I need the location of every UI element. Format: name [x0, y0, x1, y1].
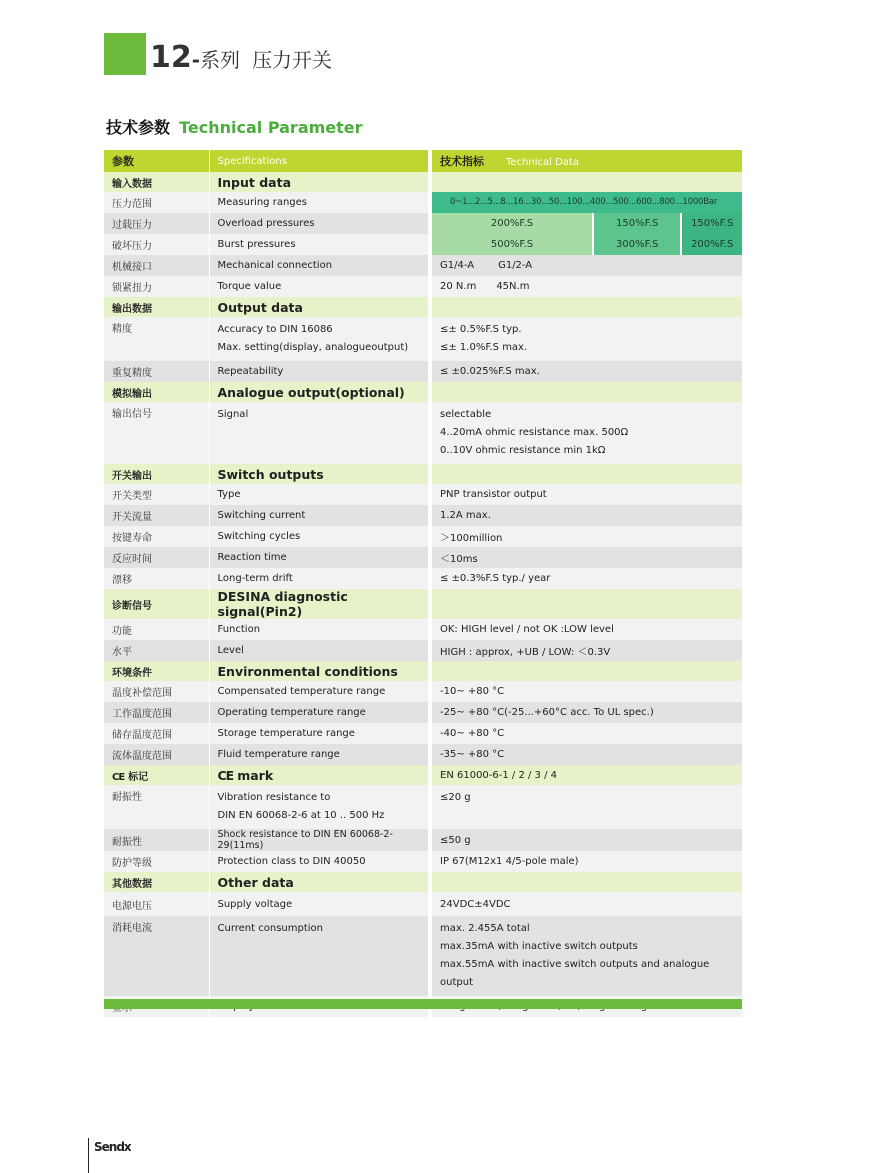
table-row [104, 744, 742, 765]
row-label-cn: 过载压力 [104, 213, 209, 234]
row-value [430, 916, 742, 996]
row-value: 24VDC±4VDC [430, 892, 742, 916]
row-label-cn: 流体温度范围 [104, 744, 209, 765]
row-label-en: Function [209, 619, 430, 640]
section-cn: 其他数据 [104, 872, 209, 892]
row-value [430, 402, 742, 464]
table-row [104, 213, 742, 234]
table-row [104, 640, 742, 661]
row-label-en: Protection class to DIN 40050 [209, 851, 430, 872]
text-line: selectable [440, 409, 492, 420]
row-value: -25~ +80 °C(-25...+60°C acc. To UL spec.) [430, 702, 742, 723]
text-line: 4..20mA ohmic resistance max. 500Ω [440, 427, 629, 438]
row-label-cn: 储存温度范围 [104, 723, 209, 744]
header-tech [430, 150, 742, 172]
row-label-en: Mechanical connection [209, 255, 430, 276]
row-label-cn: 输出信号 [104, 402, 209, 464]
table-row [104, 681, 742, 702]
row-label-cn: 耐振性 [104, 829, 209, 851]
row-value [430, 317, 742, 361]
section-row-desina [104, 589, 742, 619]
section-title-en: Technical Parameter [179, 118, 363, 137]
row-value: ≤ ±0.025%F.S max. [430, 361, 742, 382]
series-number: 12 [150, 40, 192, 75]
ce-label-cn: 标记 [128, 771, 149, 783]
table-row [104, 192, 742, 213]
product-name: 压力开关 [252, 48, 333, 72]
row-label-cn: 精度 [104, 317, 209, 361]
row-value: -35~ +80 °C [430, 744, 742, 765]
row-label-cn: 锁紧扭力 [104, 276, 209, 297]
row-label-en: Compensated temperature range [209, 681, 430, 702]
section-row-analogue [104, 382, 742, 402]
row-label-en: Storage temperature range [209, 723, 430, 744]
table-row [104, 276, 742, 297]
section-cn: 模拟输出 [104, 382, 209, 402]
section-row-input [104, 172, 742, 192]
text-line: DIN EN 60068-2-6 at 10 .. 500 Hz [217, 810, 385, 821]
row-label-en: Switching cycles [209, 526, 430, 547]
row-label-en: Measuring ranges [209, 192, 430, 213]
ce-label-en: mark [237, 767, 274, 783]
section-cn [104, 765, 209, 785]
row-value: EN 61000-6-1 / 2 / 3 / 4 [430, 765, 742, 785]
cell-value: 20 N.m [440, 281, 477, 292]
section-en: Analogue output(optional) [209, 382, 430, 402]
row-label-cn: 反应时间 [104, 547, 209, 568]
series-label: 系列 [200, 48, 241, 72]
text-line: Vibration resistance to [217, 792, 331, 803]
spec-table [104, 150, 742, 1017]
row-label-cn: 工作温度范围 [104, 702, 209, 723]
row-value [430, 192, 742, 213]
section-title [106, 115, 363, 138]
row-label-cn: 漂移 [104, 568, 209, 589]
section-row-other [104, 872, 742, 892]
row-label-cn: 电源电压 [104, 892, 209, 916]
row-label-cn: 耐振性 [104, 785, 209, 829]
cell-value: 150%F.S [682, 213, 742, 234]
header-tech-en: Technical Data [506, 157, 579, 168]
table-row [104, 526, 742, 547]
section-row-switch [104, 464, 742, 484]
section-title-cn: 技术参数 [106, 118, 171, 137]
row-label-en: Signal [209, 402, 430, 464]
table-row [104, 568, 742, 589]
row-value: ＞100million [430, 526, 742, 547]
table-row [104, 785, 742, 829]
header-spec: Specifications [209, 150, 430, 172]
row-label-cn: 功能 [104, 619, 209, 640]
table-row [104, 916, 742, 996]
row-label-en: Reaction time [209, 547, 430, 568]
section-en: Input data [209, 172, 430, 192]
row-value: ≤20 g [430, 785, 742, 829]
cell-value: G1/2-A [498, 260, 533, 271]
section-row-output [104, 297, 742, 317]
row-label-en [209, 785, 430, 829]
row-label-cn: 开关类型 [104, 484, 209, 505]
section-cn: 环境条件 [104, 661, 209, 681]
section-en: DESINA diagnostic signal(Pin2) [209, 589, 430, 619]
row-label-cn: 破坏压力 [104, 234, 209, 255]
cell-value: 45N.m [496, 281, 530, 292]
row-value: ≤50 g [430, 829, 742, 851]
section-en: Environmental conditions [209, 661, 430, 681]
row-value: IP 67(M12x1 4/5-pole male) [430, 851, 742, 872]
section-cn: 输入数据 [104, 172, 209, 192]
row-label-en: Level [209, 640, 430, 661]
table-row [104, 317, 742, 361]
row-value [430, 255, 742, 276]
cell-value: 300%F.S [594, 234, 682, 255]
row-value: PNP transistor output [430, 484, 742, 505]
row-label-cn: 按键寿命 [104, 526, 209, 547]
section-en: Output data [209, 297, 430, 317]
row-label-cn: 开关流量 [104, 505, 209, 526]
row-value: OK: HIGH level / not OK :LOW level [430, 619, 742, 640]
header-tech-cn: 技术指标 [440, 155, 484, 168]
row-value: HIGH : approx, +UB / LOW: ＜0.3V [430, 640, 742, 661]
table-row [104, 484, 742, 505]
row-value [430, 213, 742, 234]
row-label-en: Fluid temperature range [209, 744, 430, 765]
table-row [104, 892, 742, 916]
table-row [104, 851, 742, 872]
section-en: Switch outputs [209, 464, 430, 484]
section-en [209, 765, 430, 785]
text-line: ≤± 0.5%F.S typ. [440, 324, 522, 335]
text-line: max.55mA with inactive switch outputs and analogue output [440, 959, 710, 988]
text-line: ≤± 1.0%F.S max. [440, 342, 528, 353]
table-row [104, 361, 742, 382]
table-row [104, 702, 742, 723]
measuring-range-bar: 0~1...2...5...8...16...30...50...100...400...500...600...800...1000Bar [432, 192, 742, 213]
cell-value: 200%F.S [682, 234, 742, 255]
ce-logo: CE [112, 771, 125, 783]
row-label-en: Long-term drift [209, 568, 430, 589]
burst-cells [432, 234, 742, 255]
row-value [430, 234, 742, 255]
row-value: 1.2A max. [430, 505, 742, 526]
row-label-en: Torque value [209, 276, 430, 297]
section-cn: 开关输出 [104, 464, 209, 484]
text-line: max. 2.455A total [440, 923, 530, 934]
table-row [104, 723, 742, 744]
row-label-cn: 温度补偿范围 [104, 681, 209, 702]
row-label-cn: 水平 [104, 640, 209, 661]
section-row-ce [104, 765, 742, 785]
footer-logo: Sendx [94, 1140, 131, 1154]
row-value: -10~ +80 °C [430, 681, 742, 702]
row-label-en: Switching current [209, 505, 430, 526]
section-row-env [104, 661, 742, 681]
table-row [104, 402, 742, 464]
row-label-en: Burst pressures [209, 234, 430, 255]
row-label-cn: 压力范围 [104, 192, 209, 213]
section-cn: 诊断信号 [104, 589, 209, 619]
row-label-en: Supply voltage [209, 892, 430, 916]
text-line: Max. setting(display, analogueoutput) [217, 342, 409, 353]
cell-value: G1/4-A [440, 260, 475, 271]
row-value: ≤ ±0.3%F.S typ./ year [430, 568, 742, 589]
section-cn: 输出数据 [104, 297, 209, 317]
footer-divider [88, 1138, 89, 1173]
table-header-row [104, 150, 742, 172]
text-line: 0..10V ohmic resistance min 1kΩ [440, 445, 606, 456]
table-row [104, 619, 742, 640]
series-dash: - [191, 48, 201, 72]
page-header [150, 40, 332, 75]
text-line: max.35mA with inactive switch outputs [440, 941, 638, 952]
ce-logo: CE [217, 767, 234, 783]
row-label-cn: 防护等级 [104, 851, 209, 872]
table-row [104, 547, 742, 568]
cell-value: 150%F.S [594, 213, 682, 234]
row-label-en: Repeatability [209, 361, 430, 382]
header-green-square [104, 33, 146, 75]
row-label-cn: 机械接口 [104, 255, 209, 276]
cell-value: 200%F.S [432, 213, 594, 234]
row-label-en: Current consumption [209, 916, 430, 996]
row-value: ＜10ms [430, 547, 742, 568]
row-label-en [209, 317, 430, 361]
row-label-en: Type [209, 484, 430, 505]
text-line: Accuracy to DIN 16086 [217, 324, 333, 335]
header-param: 参数 [104, 150, 209, 172]
row-label-en: Shock resistance to DIN EN 60068-2-29(11ms) [209, 829, 430, 851]
section-en: Other data [209, 872, 430, 892]
row-label-en: Operating temperature range [209, 702, 430, 723]
table-row [104, 505, 742, 526]
row-label-cn: 消耗电流 [104, 916, 209, 996]
overload-cells [432, 213, 742, 234]
table-bottom-bar [104, 999, 742, 1009]
table-row [104, 234, 742, 255]
row-value [430, 276, 742, 297]
table-row [104, 829, 742, 851]
row-label-cn: 重复精度 [104, 361, 209, 382]
cell-value: 500%F.S [432, 234, 594, 255]
table-row [104, 255, 742, 276]
row-value: -40~ +80 °C [430, 723, 742, 744]
row-label-en: Overload pressures [209, 213, 430, 234]
